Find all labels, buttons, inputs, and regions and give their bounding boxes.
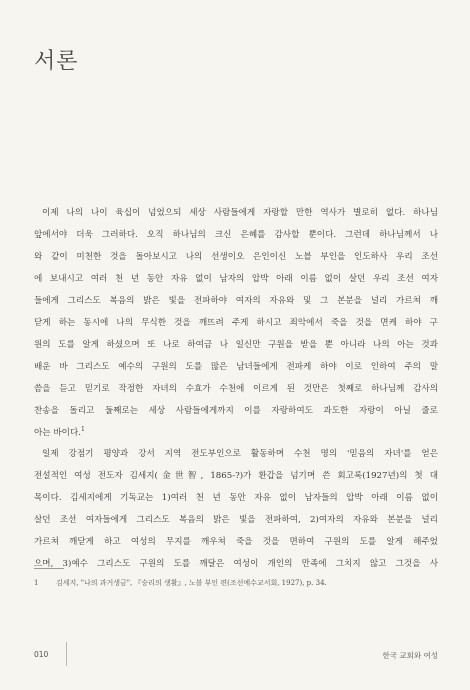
quote-line: 앞에서야 더욱 그러하다. 오직 하나님의 크신 은혜를 감사할 뿐이다. 그런데 하나님께서 나: [34, 230, 438, 240]
body-line: 목이다. 김세지에게 기독교는 1)여러 천 년 동안 자유 없이 남자들의 압박 아래 이름 없이: [34, 493, 438, 503]
chapter-title: 서론: [34, 49, 79, 74]
quote-line: 이제 나의 나이 육십이 넘었으되 세상 사람들에게 자랑할 만한 역사가 별로히 없다. 하나님: [42, 208, 438, 218]
quote-last-line: [34, 422, 438, 444]
quote-line: 들에게 그리스도 복음의 밝은 빛을 전파하야 여자의 자유와 및 그 본분을 널리 가르쳐 깨: [34, 296, 438, 306]
body-line: 살던 조선 여자들에게 그리스도 복음의 밝은 빛을 전파하여, 2)여자의 자유와 본분을 널리: [34, 515, 438, 525]
quote-line: 배운 바 그리스도 예수의 구원의 도를 많은 남녀들에게 전파케 하야 이로 인하여 주의 말: [34, 362, 438, 372]
body-paragraph: [34, 443, 438, 575]
quote-line: 와 같이 미천한 것을 돌아보시고 나의 선생이오 은인이신 노블 부인을 인도하사 우리 조선: [34, 252, 438, 262]
quote-line: 닫게 하는 동시에 나의 무식한 것을 깨뜨려 주게 하시고 죄악에서 죽을 것을 면케 하야 구: [34, 318, 438, 328]
body-line: 가르쳐 깨닫게 하고 여성의 무지를 깨우쳐 죽을 것을 면하여 구원의 도를 알게 해주었: [34, 537, 438, 547]
body-line: 으며, 3)예수 그리스도 구원의 도를 깨달은 여성이 개인의 만족에 그치지 않고 그것을 사: [34, 559, 438, 569]
quote-line: 원의 도를 알게 하셨으며 또 나로 하여금 나 일신만 구원을 받을 뿐 아니라 나의 아는 것과: [34, 340, 438, 350]
running-title: 한국 교회와 여성: [382, 651, 438, 660]
quote-line: 찬송을 돌리고 둘째로는 세상 사람들에게까지 이를 자랑하여도 과도한 자랑이 아닐 줄로: [34, 406, 438, 416]
footnote-reference[interactable]: 1: [80, 426, 85, 434]
quote-line: 아는 바이다.: [34, 428, 81, 438]
footer-divider: [66, 642, 67, 666]
footnote-number: 1: [34, 579, 39, 587]
quote-line: 씀을 듣고 믿기로 작정한 자녀의 수효가 수천에 이르게 된 것만은 첫째로 하나님께 감사의: [34, 384, 438, 394]
footnote: [34, 578, 438, 588]
page-number: 010: [34, 650, 49, 659]
footnote-text: 김세지, "나의 과거생금", 『승리의 생활』, 노블 부인 편(조선예수교서회, 1927), p. 34.: [56, 579, 327, 587]
body-line: 일제 강점기 평양과 강서 지역 전도부인으로 활동하며 수천 명의 '믿음의 자녀'를 얻은: [42, 449, 438, 459]
body-line: 전설적인 여성 전도자 김세지(金世智, 1865-?)가 환갑을 넘기며 쓴 회고록(1927년)의 첫 대: [34, 471, 438, 481]
footnote-divider: [34, 568, 64, 569]
quote-line: 에 보내시고 여러 천 년 동안 자유 없이 남자의 압박 아래 이름 없이 살던 우리 조선 여자: [34, 274, 438, 284]
block-quote: [34, 202, 438, 444]
